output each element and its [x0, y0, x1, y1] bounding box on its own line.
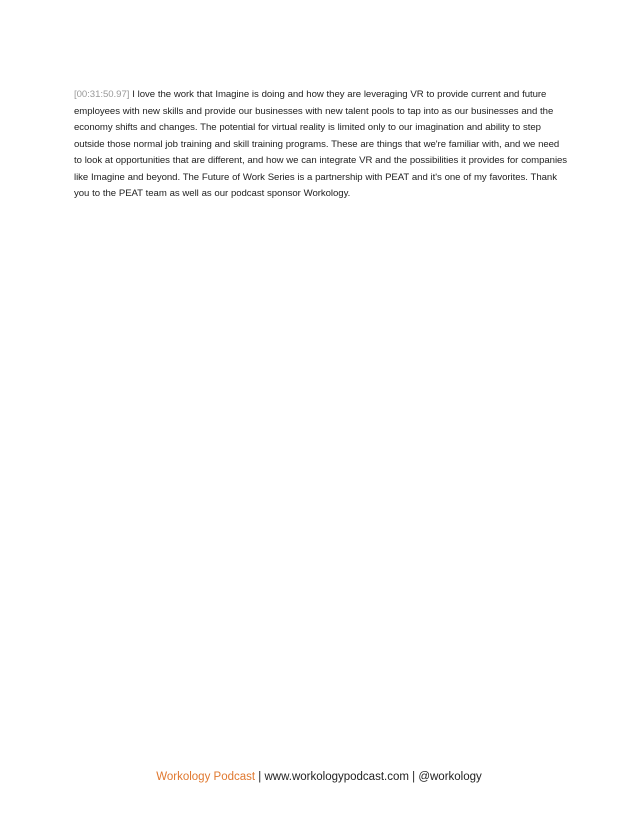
page-footer	[0, 769, 638, 785]
footer-handle: @workology	[418, 771, 482, 783]
footer-website: www.workologypodcast.com	[264, 771, 409, 783]
timestamp: [00:31:50.97]	[74, 89, 130, 100]
footer-separator: |	[408, 771, 419, 783]
transcript-paragraph	[74, 87, 569, 203]
footer-brand: Workology Podcast	[156, 771, 256, 783]
footer-separator: |	[255, 771, 265, 783]
transcript-text: I love the work that Imagine is doing and how they are leveraging VR to provide current and future employees with new skills and provide our businesses with new talent pools to tap into as our businesses and the economy shifts and changes. The potential for virtual reality is limited only to our imagination and ability to step outside those normal job training and skill training programs. These are things that we're familiar with, and we need to look at opportunities that are different, and how we can integrate VR and the possibilities it provides for companies like Imagine and beyond. The Future of Work Series is a partnership with PEAT and it's one of my favorites. Thank you to the PEAT team as well as our podcast sponsor Workology.	[74, 89, 568, 199]
